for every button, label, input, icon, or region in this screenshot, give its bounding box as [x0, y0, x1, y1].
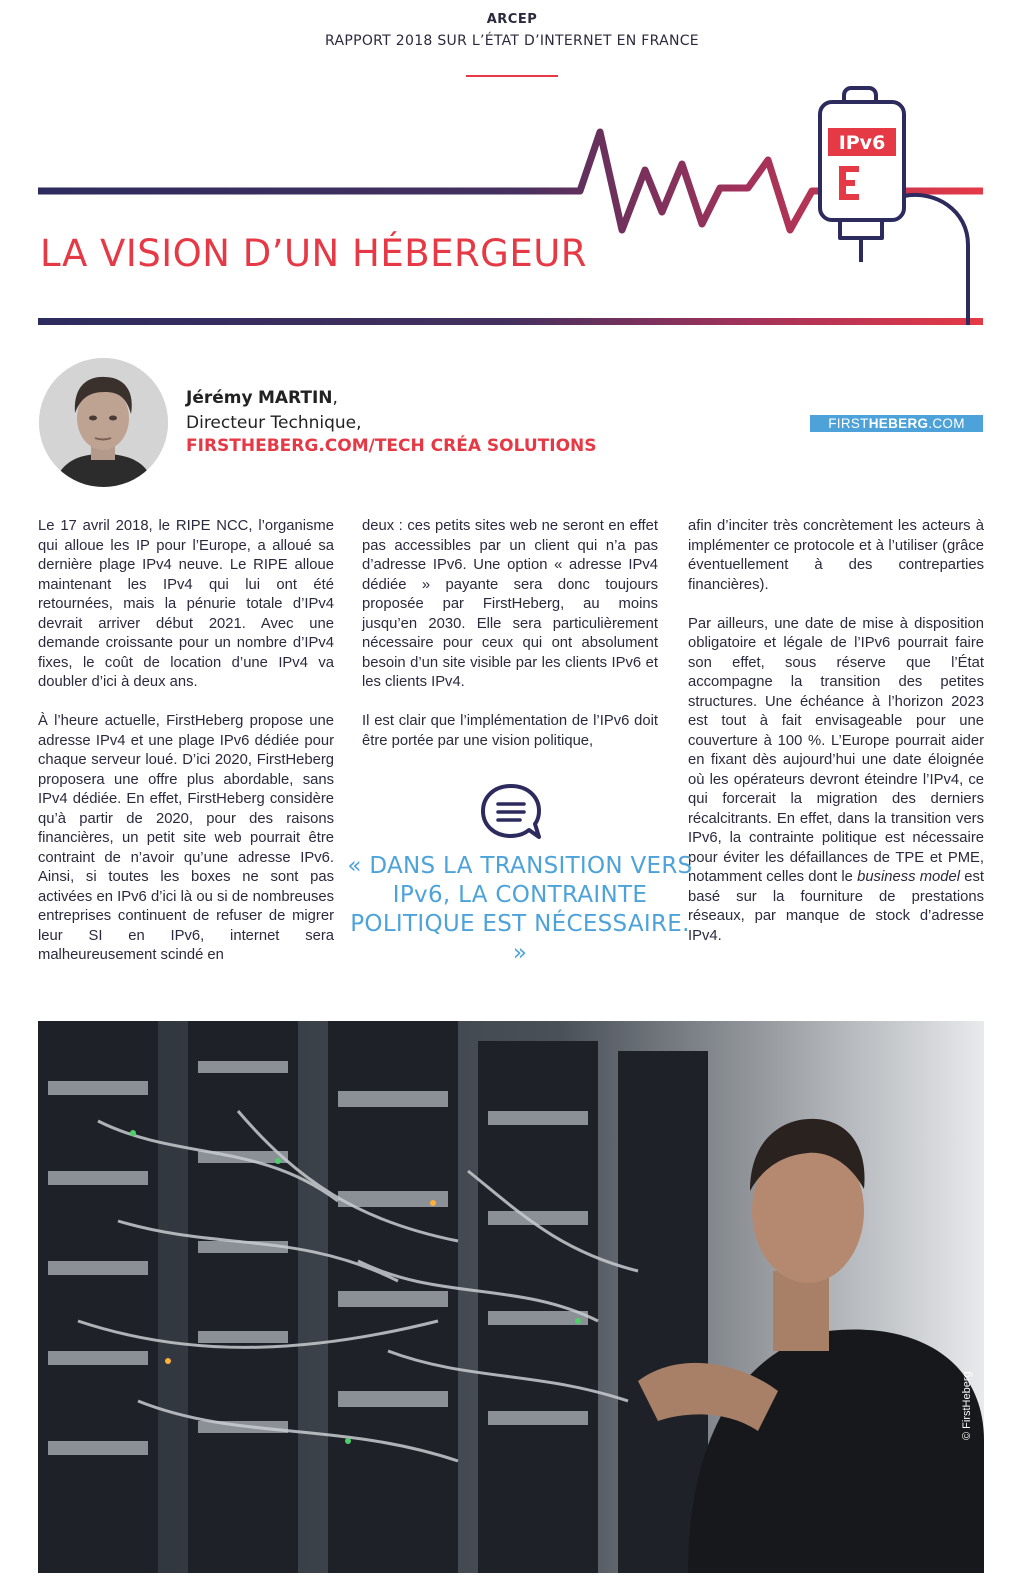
pull-quote: « DANS LA TRANSITION VERS IPv6, LA CONTRAINTE POLITIQUE EST NÉCESSAIRE. » [347, 853, 693, 966]
bottom-rule [38, 318, 983, 325]
site-badge: FIRSTHEBERG.COM [810, 415, 983, 432]
paragraph: afin d’inciter très concrètement les acteurs à implémenter ce protocole et à l’utiliser (grâce éventuellement à des contreparties financières). [688, 518, 984, 593]
header-divider [466, 75, 558, 77]
paragraph: Par ailleurs, une date de mise à disposition obligatoire et légale de l’IPv6 pourrait faire son effet, sous réserve que l’État accompagne la transition des petites structures. Une échéance à l’horizon 2023 est tout à fait envisageable pour une couverture à 100 %. L’Europe pourrait aider en fixant dès aujourd’hui une date éloignée où les opérateurs devront éteindre l’IPv4, ce qui forcerait la migration des derniers récalcitrants. En effet, dans la transition vers IPv6, la contrainte politique est nécessaire pour éviter les défaillances de TPE et PME, notamment celles dont le business model est basé sur la fourniture de prestations réseaux, par manque de stock d’adresse IPv4. [688, 615, 984, 944]
ipv6-iv-bag-icon [820, 88, 968, 325]
paragraph: À l’heure actuelle, FirstHeberg propose une adresse IPv4 et une plage IPv6 dédiée pour chaque serveur loué. D’ici 2020, FirstHeberg proposera une offre plus abordable, sans IPv4 dédiée. En effet, FirstHeberg considère qu’à partir de 2020, pour des raisons financières, un petit site web pourrait être contraint de n’avoir qu’une adresse IPv6. Ainsi, si toutes les boxes ne sont pas activées en IPv6 d’ici là ou si de nombreuses entreprises continuent de refuser de migrer leur SI en IPv6, internet sera malheureusement scindé en [38, 713, 334, 963]
paragraph: Il est clair que l’implémentation de l’IPv6 doit être portée par une vision politique, [362, 713, 658, 749]
article-column-1 [38, 517, 334, 985]
paragraph: Le 17 avril 2018, le RIPE NCC, l’organisme qui alloue les IP pour l’Europe, a alloué sa dernière plage IPv4 neuve. Le RIPE alloue maintenant les IPv4 qui lui ont été retournées, mais la pénurie totale d’IPv4 devrait arriver début 2021. Avec une demande croissante pour un nombre d’IPv4 fixes, le coût de location d’une IPv4 va doubler d’ici à deux ans. [38, 518, 334, 690]
report-org: ARCEP [486, 12, 538, 27]
author-name: Jérémy MARTIN, [186, 388, 338, 408]
article-column-3 [688, 517, 984, 966]
paragraph: deux : ces petits sites web ne seront en effet pas accessibles par un client qui n’a pas d’adresse IPv6. Une option « adresse IPv4 dédiée » payante sera donc toujours proposée par FirstHeberg, au moins jusqu’en 2030. Elle sera particulièrement nécessaire pour ceux qui ont absolument besoin d’un site visible par les clients IPv6 et les clients IPv4. [362, 518, 658, 690]
author-company: FIRSTHEBERG.COM/TECH CRÉA SOLUTIONS [186, 436, 597, 456]
author-role: Directeur Technique, [186, 413, 362, 433]
heartbeat-banner [0, 80, 1024, 330]
chat-bubble-icon [478, 782, 544, 842]
ipv6-icon-label: IPv6 [838, 132, 886, 154]
author-photo [39, 358, 168, 487]
report-title: RAPPORT 2018 SUR L’ÉTAT D’INTERNET EN FRANCE [325, 33, 699, 49]
photo-credit: © FirstHeberg [961, 1371, 973, 1440]
article-column-2 [362, 517, 658, 771]
datacenter-photo [38, 1021, 984, 1573]
page-title: LA VISION D’UN HÉBERGEUR [40, 232, 588, 275]
